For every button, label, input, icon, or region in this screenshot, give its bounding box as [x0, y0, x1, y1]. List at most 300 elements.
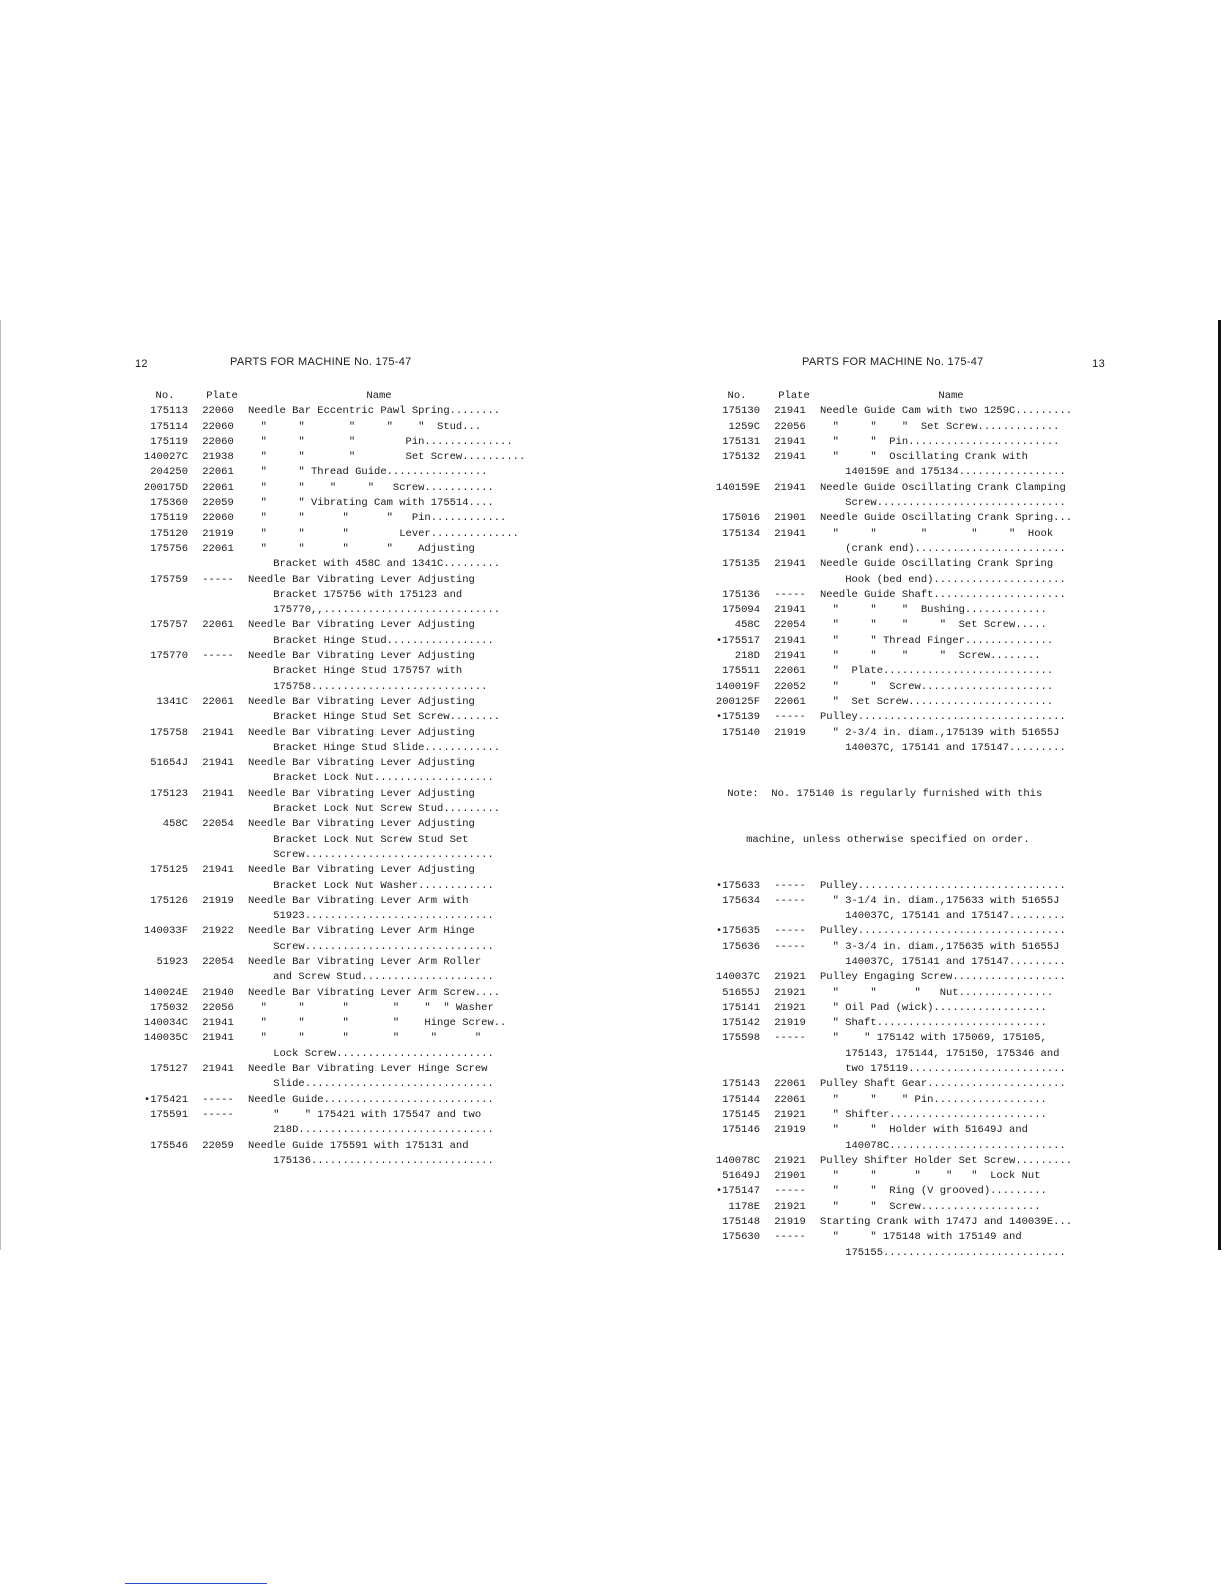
part-name: " " " " Screw........... [248, 481, 494, 494]
part-name: " " Holder with 51649J and [820, 1124, 1028, 1137]
list-item [130, 542, 530, 557]
part-name: " " " " " Lock Nut [820, 1170, 1041, 1183]
part-number: 140037C [715, 971, 760, 984]
part-number: 175636 [722, 940, 760, 953]
list-item [702, 909, 1102, 924]
part-number [130, 848, 188, 863]
part-number: 200125F [715, 695, 760, 708]
list-item [130, 940, 530, 955]
part-number: 175591 [150, 1108, 188, 1121]
part-number: 140034C [143, 1017, 188, 1030]
part-number: 175136 [722, 588, 760, 601]
part-name: Bracket 175756 with 175123 and [248, 588, 463, 601]
plate-number [760, 573, 820, 588]
list-item [130, 649, 530, 664]
part-number [130, 557, 188, 572]
part-name: 140037C, 175141 and 175147......... [820, 910, 1066, 923]
list-item [702, 726, 1102, 741]
part-number: 175634 [722, 894, 760, 907]
plate-number: 21919 [774, 1017, 806, 1030]
note-block [702, 756, 1102, 878]
list-item [702, 894, 1102, 909]
part-number: 175119 [150, 512, 188, 525]
part-number [702, 465, 760, 480]
part-name: Needle Guide Cam with two 1259C......... [820, 405, 1073, 418]
part-name: Pulley Engaging Screw.................. [820, 971, 1066, 984]
part-name: Needle Bar Vibrating Lever Adjusting [248, 695, 475, 708]
list-item [702, 1184, 1102, 1199]
plate-number [760, 465, 820, 480]
part-name: Needle Bar Vibrating Lever Hinge Screw [248, 1063, 488, 1076]
part-name: " Oil Pad (wick).................. [820, 1001, 1047, 1014]
plate-number [188, 588, 248, 603]
part-name: " " " " " Hook [820, 527, 1054, 540]
list-item [130, 680, 530, 695]
part-number [130, 1154, 188, 1169]
part-name: " Shaft........................... [820, 1017, 1047, 1030]
part-number: 175125 [150, 864, 188, 877]
col-no-header: No. [727, 390, 747, 402]
part-number: 140078C [715, 1154, 760, 1167]
part-name: 140037C, 175141 and 175147......... [820, 955, 1066, 968]
part-number: •175147 [715, 1185, 760, 1198]
list-item [702, 664, 1102, 679]
left-scan-edge [0, 320, 1, 1250]
part-name: 175155............................. [820, 1246, 1066, 1259]
list-item [702, 1215, 1102, 1230]
part-number [130, 940, 188, 955]
parts-list [702, 404, 1102, 756]
plate-number: 21941 [774, 481, 806, 494]
parts-list [130, 404, 530, 1169]
part-name: Needle Guide 175591 with 175131 and [248, 1139, 469, 1152]
plate-number: 21940 [202, 986, 234, 999]
page-number: 13 [1092, 358, 1105, 370]
list-item [130, 634, 530, 649]
part-name: " 3-1/4 in. diam.,175633 with 51655J [820, 894, 1060, 907]
part-number: 1259C [728, 420, 760, 433]
part-name: Needle Bar Vibrating Lever Adjusting [248, 757, 475, 770]
plate-number: ----- [774, 711, 806, 724]
plate-number: 22061 [774, 695, 806, 708]
part-name: " " " " " " Washer [248, 1001, 494, 1014]
list-item [702, 695, 1102, 710]
page-12 [130, 356, 530, 1169]
part-name: 140037C, 175141 and 175147......... [820, 741, 1066, 754]
plate-number: ----- [202, 1108, 234, 1121]
part-number: 175143 [722, 1078, 760, 1091]
list-item [702, 710, 1102, 725]
list-item [130, 527, 530, 542]
list-item [130, 1123, 530, 1138]
part-number: •175517 [715, 634, 760, 647]
list-item [702, 1169, 1102, 1184]
list-item [130, 1062, 530, 1077]
plate-number: 22060 [202, 512, 234, 525]
part-number: 175758 [150, 726, 188, 739]
part-number: 218D [734, 650, 760, 663]
list-item [702, 435, 1102, 450]
part-number [130, 970, 188, 985]
part-number: 140024E [143, 986, 188, 999]
part-number: 175016 [722, 512, 760, 525]
list-item [130, 496, 530, 511]
plate-number [188, 848, 248, 863]
plate-number: 22054 [202, 955, 234, 968]
plate-number [188, 1154, 248, 1169]
plate-number: 22060 [202, 405, 234, 418]
col-plate-header: Plate [778, 390, 810, 402]
col-name-header: Name [938, 390, 964, 402]
list-item [702, 527, 1102, 542]
part-number: 175770 [150, 650, 188, 663]
part-name: Needle Bar Vibrating Lever Arm with [248, 894, 469, 907]
plate-number: 22056 [202, 1001, 234, 1014]
part-number: 1341C [156, 695, 188, 708]
plate-number: 21901 [774, 512, 806, 525]
part-name: Needle Bar Vibrating Lever Arm Roller [248, 955, 482, 968]
list-item [130, 1139, 530, 1154]
page-number: 12 [135, 358, 148, 370]
list-item [702, 1031, 1102, 1046]
plate-number [760, 542, 820, 557]
plate-number [188, 664, 248, 679]
part-name: " " " Bushing............. [820, 604, 1047, 617]
part-name: Needle Bar Vibrating Lever Adjusting [248, 650, 475, 663]
list-item [130, 863, 530, 878]
list-item [130, 465, 530, 480]
list-item [130, 1047, 530, 1062]
list-item [702, 420, 1102, 435]
plate-number [188, 879, 248, 894]
part-number: 175094 [722, 604, 760, 617]
part-number: 1178E [728, 1200, 760, 1213]
plate-number: 21921 [774, 1200, 806, 1213]
part-number: 200175D [143, 481, 188, 494]
part-number [130, 879, 188, 894]
part-number [130, 909, 188, 924]
part-name: Needle Bar Vibrating Lever Adjusting [248, 726, 475, 739]
part-name: Needle Guide Oscillating Crank Spring [820, 558, 1054, 571]
part-name: 51923.............................. [248, 910, 494, 923]
plate-number: 21921 [774, 1154, 806, 1167]
part-number: 204250 [150, 466, 188, 479]
list-item [702, 741, 1102, 756]
plate-number: ----- [774, 925, 806, 938]
plate-number: ----- [774, 879, 806, 892]
part-name: Bracket Hinge Stud Set Screw........ [248, 711, 501, 724]
part-name: 140078C............................ [820, 1139, 1066, 1152]
part-name: " " Ring (V grooved)......... [820, 1185, 1047, 1198]
plate-number: 21941 [202, 757, 234, 770]
plate-number: 21941 [202, 864, 234, 877]
part-name: 175143, 175144, 175150, 175346 and [820, 1047, 1060, 1060]
list-item [702, 618, 1102, 633]
part-number: 175134 [722, 527, 760, 540]
part-number: 175546 [150, 1139, 188, 1152]
part-number: 175145 [722, 1108, 760, 1121]
plate-number [188, 741, 248, 756]
part-number: •175635 [715, 925, 760, 938]
part-name: " " Pin........................ [820, 435, 1060, 448]
part-number [130, 603, 188, 618]
list-item [130, 986, 530, 1001]
plate-number: 22054 [202, 818, 234, 831]
part-number: 175148 [722, 1216, 760, 1229]
plate-number: 21941 [774, 435, 806, 448]
plate-number: 22054 [774, 619, 806, 632]
col-name-header: Name [366, 390, 392, 402]
part-number: 175032 [150, 1001, 188, 1014]
part-number [130, 634, 188, 649]
part-number [130, 1077, 188, 1092]
plate-number [188, 970, 248, 985]
part-name: and Screw Stud..................... [248, 971, 494, 984]
part-number [702, 1047, 760, 1062]
part-name: " " " " Pin............ [248, 512, 507, 525]
list-item [130, 1001, 530, 1016]
part-name: " Plate........................... [820, 665, 1054, 678]
part-name: Needle Guide Shaft..................... [820, 588, 1066, 601]
part-number: 175127 [150, 1063, 188, 1076]
part-number: 175141 [722, 1001, 760, 1014]
list-item [130, 404, 530, 419]
plate-number: 21941 [202, 787, 234, 800]
list-item [702, 1108, 1102, 1123]
part-name: Needle Bar Vibrating Lever Adjusting [248, 818, 475, 831]
part-number: 175131 [722, 435, 760, 448]
list-item [130, 435, 530, 450]
plate-number [188, 634, 248, 649]
plate-number: ----- [774, 1231, 806, 1244]
list-item [130, 817, 530, 832]
part-name: " " " Set Screw.......... [248, 451, 526, 464]
list-item [702, 1200, 1102, 1215]
plate-number [188, 909, 248, 924]
part-name: 218D............................... [248, 1124, 494, 1137]
part-number: 175144 [722, 1093, 760, 1106]
plate-number [188, 802, 248, 817]
list-item [702, 481, 1102, 496]
part-name: " " " " Screw........ [820, 650, 1041, 663]
part-number [130, 664, 188, 679]
plate-number: ----- [202, 650, 234, 663]
plate-number [188, 833, 248, 848]
part-name: " " Screw..................... [820, 680, 1054, 693]
part-number: 175756 [150, 542, 188, 555]
list-item [702, 1001, 1102, 1016]
part-name: " " Thread Finger.............. [820, 634, 1054, 647]
part-number [130, 710, 188, 725]
part-number [702, 909, 760, 924]
right-scan-edge [1218, 320, 1221, 1250]
part-name: Slide.............................. [248, 1078, 494, 1091]
part-name: Bracket Hinge Stud Slide............ [248, 741, 501, 754]
list-item [702, 1154, 1102, 1169]
column-headers [702, 389, 1102, 404]
plate-number [188, 557, 248, 572]
part-number [130, 1123, 188, 1138]
plate-number: 21901 [774, 1170, 806, 1183]
part-name: 175770,,............................ [248, 604, 501, 617]
part-name: " " " Pin.................. [820, 1093, 1047, 1106]
part-number: •175633 [715, 879, 760, 892]
part-name: " " 175421 with 175547 and two [248, 1108, 482, 1121]
plate-number: 22052 [774, 680, 806, 693]
plate-number [760, 1246, 820, 1261]
part-name: 175136............................. [248, 1154, 494, 1167]
part-number: 175759 [150, 573, 188, 586]
list-item [130, 924, 530, 939]
plate-number: ----- [774, 894, 806, 907]
list-item [702, 924, 1102, 939]
part-name: Pulley................................. [820, 711, 1066, 724]
list-item [130, 833, 530, 848]
plate-number [188, 1077, 248, 1092]
col-plate-header: Plate [206, 390, 238, 402]
part-name: " " " " Adjusting [248, 542, 475, 555]
plate-number: 21941 [774, 527, 806, 540]
list-item [702, 404, 1102, 419]
list-item [702, 634, 1102, 649]
list-item [130, 420, 530, 435]
plate-number [760, 955, 820, 970]
part-name: Bracket Lock Nut................... [248, 772, 494, 785]
part-name: " " " " Set Screw..... [820, 619, 1047, 632]
plate-number: 22061 [202, 542, 234, 555]
part-name: 140159E and 175134................. [820, 466, 1066, 479]
plate-number: 21921 [774, 1001, 806, 1014]
part-name: 175758............................ [248, 680, 488, 693]
list-item [702, 1093, 1102, 1108]
plate-number [188, 603, 248, 618]
list-item [702, 465, 1102, 480]
part-name: Pulley Shaft Gear...................... [820, 1078, 1066, 1091]
plate-number: 21919 [202, 894, 234, 907]
part-number: •175139 [715, 711, 760, 724]
plate-number: 21941 [202, 1063, 234, 1076]
list-item [702, 450, 1102, 465]
part-number: 458C [162, 818, 188, 831]
list-item [702, 955, 1102, 970]
plate-number: 22061 [774, 1093, 806, 1106]
part-number [130, 833, 188, 848]
part-number [130, 680, 188, 695]
part-name: Needle Guide........................... [248, 1093, 494, 1106]
list-item [130, 664, 530, 679]
part-number: 175757 [150, 619, 188, 632]
part-number: 175135 [722, 558, 760, 571]
part-name: Needle Bar Vibrating Lever Adjusting [248, 619, 475, 632]
list-item [130, 741, 530, 756]
plate-number: 21922 [202, 925, 234, 938]
col-no-header: No. [155, 390, 175, 402]
list-item [130, 756, 530, 771]
plate-number: 21941 [774, 405, 806, 418]
list-item [702, 649, 1102, 664]
list-item [130, 557, 530, 572]
plate-number: ----- [774, 940, 806, 953]
list-item [130, 1031, 530, 1046]
part-name: Needle Bar Vibrating Lever Adjusting [248, 787, 475, 800]
list-item [130, 802, 530, 817]
part-number: 175598 [722, 1032, 760, 1045]
list-item [702, 1230, 1102, 1245]
part-name: " " " Lever.............. [248, 527, 519, 540]
plate-number: 21938 [202, 451, 234, 464]
part-number: 51654J [150, 757, 188, 770]
part-number: 175123 [150, 787, 188, 800]
list-item [130, 879, 530, 894]
part-name: Bracket with 458C and 1341C......... [248, 558, 501, 571]
part-name: Pulley Shifter Holder Set Screw......... [820, 1154, 1073, 1167]
part-name: Lock Screw......................... [248, 1047, 494, 1060]
part-name: Pulley................................. [820, 879, 1066, 892]
list-item [130, 710, 530, 725]
list-item [130, 618, 530, 633]
list-item [130, 603, 530, 618]
part-name: " 3-3/4 in. diam.,175635 with 51655J [820, 940, 1060, 953]
plate-number: 22061 [774, 665, 806, 678]
plate-number [760, 496, 820, 511]
page-header [702, 356, 1105, 372]
plate-number: 21941 [774, 558, 806, 571]
part-name: " " " Pin.............. [248, 435, 513, 448]
plate-number [188, 680, 248, 695]
part-number: 175114 [150, 420, 188, 433]
plate-number: 21941 [774, 634, 806, 647]
part-number [702, 573, 760, 588]
part-number: 140019F [715, 680, 760, 693]
part-name: (crank end)........................ [820, 542, 1066, 555]
part-name: Needle Guide Oscillating Crank Spring... [820, 512, 1073, 525]
list-item [702, 511, 1102, 526]
list-item [702, 1016, 1102, 1031]
list-item [702, 573, 1102, 588]
part-number: 140033F [143, 925, 188, 938]
list-item [702, 542, 1102, 557]
part-name: Screw.............................. [820, 497, 1066, 510]
part-number: 458C [734, 619, 760, 632]
plate-number: 21919 [774, 726, 806, 739]
list-item [130, 1077, 530, 1092]
plate-number: 22061 [202, 481, 234, 494]
plate-number: 22059 [202, 497, 234, 510]
part-name: Starting Crank with 1747J and 140039E... [820, 1216, 1073, 1229]
part-name: " " 175142 with 175069, 175105, [820, 1032, 1047, 1045]
part-name: " Set Screw....................... [820, 695, 1054, 708]
plate-number: 22061 [202, 695, 234, 708]
part-name: Bracket Lock Nut Screw Stud......... [248, 803, 501, 816]
note-line: Note: No. 175140 is regularly furnished with this [702, 787, 1043, 800]
part-number: 51649J [722, 1170, 760, 1183]
part-name: " " 175148 with 175149 and [820, 1231, 1022, 1244]
part-name: " " " " " " [248, 1032, 482, 1045]
column-headers [130, 389, 530, 404]
part-number [702, 496, 760, 511]
list-item [130, 909, 530, 924]
plate-number: 22060 [202, 420, 234, 433]
plate-number [188, 1123, 248, 1138]
part-number [702, 955, 760, 970]
list-item [130, 970, 530, 985]
part-name: " " " " " Stud... [248, 420, 482, 433]
plate-number: 21941 [774, 604, 806, 617]
part-name: Needle Bar Vibrating Lever Adjusting [248, 573, 475, 586]
list-item [702, 1139, 1102, 1154]
list-item [130, 1108, 530, 1123]
part-number: 140027C [143, 451, 188, 464]
